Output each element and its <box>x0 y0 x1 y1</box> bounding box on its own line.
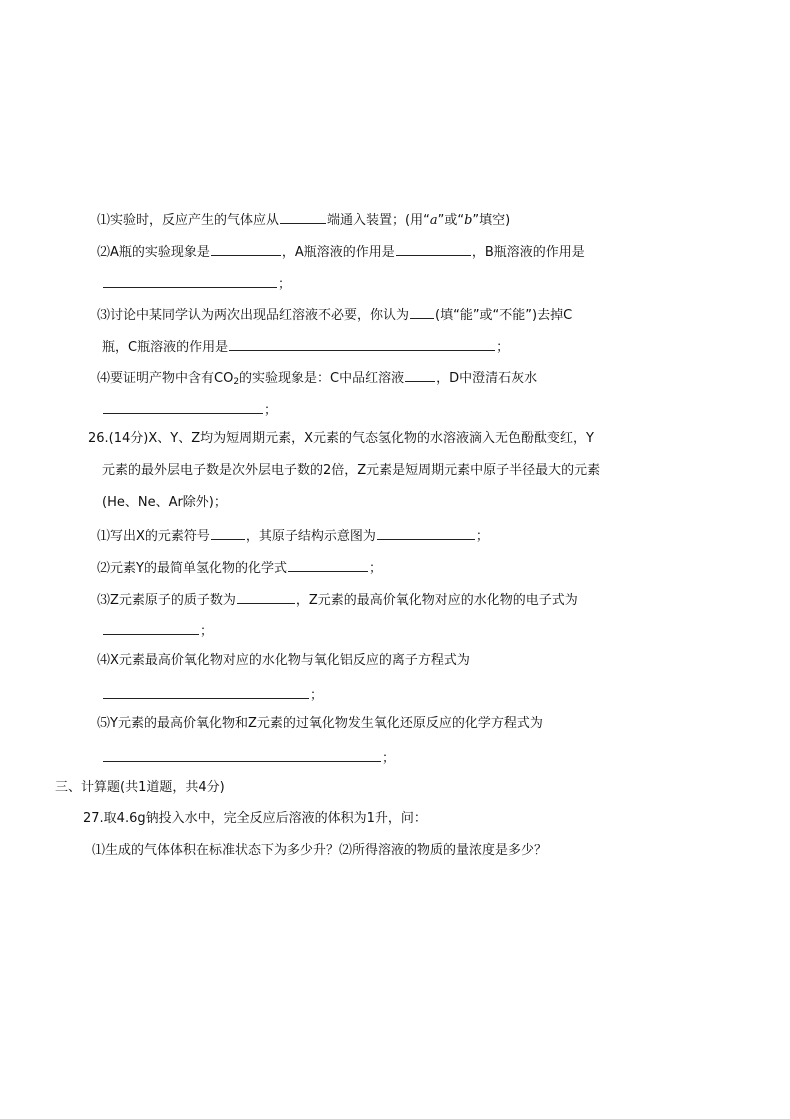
q26-stem-line2: 元素的最外层电子数是次外层电子数的2倍，Z元素是短周期元素中原子半径最大的元素 <box>102 463 601 478</box>
answer-blank[interactable] <box>211 525 245 540</box>
answer-blank[interactable] <box>103 399 263 414</box>
q26-part2: ⑵元素Y的最简单氢化物的化学式 ； <box>97 557 382 578</box>
answer-blank[interactable] <box>211 241 281 256</box>
q25-part3: ⑶讨论中某同学认为两次出现品红溶液不必要，你认为 (填“能”或“不能”)去掉C <box>97 304 572 325</box>
q27-stem: 27.取4.6g钠投入水中，完全反应后溶液的体积为1升，问： <box>83 811 427 826</box>
answer-blank[interactable] <box>229 336 495 351</box>
q25-part1: ⑴实验时，反应产生的气体应从 端通入装置；(用“a”或“b”填空) <box>97 209 510 230</box>
q25-part4-cont: ； <box>102 399 277 420</box>
answer-blank[interactable] <box>280 209 326 224</box>
answer-blank[interactable] <box>103 273 277 288</box>
answer-blank[interactable] <box>103 747 381 762</box>
section-heading: 三、计算题(共1道题，共4分) <box>55 780 225 795</box>
answer-blank[interactable] <box>405 367 435 382</box>
answer-blank[interactable] <box>396 241 471 256</box>
q25-part2: ⑵A瓶的实验现象是 ，A瓶溶液的作用是 ，B瓶溶液的作用是 <box>97 241 585 262</box>
q26-part5-cont: ； <box>102 747 395 768</box>
answer-blank[interactable] <box>237 589 295 604</box>
q26-part3-cont: ； <box>102 620 213 641</box>
q25-part4: ⑷要证明产物中含有$CO_2$的实验现象是：C中品红溶液 ，D中澄清石灰水 <box>97 367 537 391</box>
answer-blank[interactable] <box>103 684 309 699</box>
answer-blank[interactable] <box>377 525 475 540</box>
q25-part2-cont: ； <box>102 273 291 294</box>
q26-stem-line3: (He、Ne、Ar除外)； <box>102 495 227 510</box>
answer-blank[interactable] <box>103 620 199 635</box>
q26-part5: ⑸Y元素的最高价氧化物和Z元素的过氧化物发生氧化还原反应的化学方程式为 <box>97 716 543 731</box>
q26-part1: ⑴写出X的元素符号 ，其原子结构示意图为 ； <box>97 525 489 546</box>
q27-subquestions: ⑴生成的气体体积在标准状态下为多少升？⑵所得溶液的物质的量浓度是多少？ <box>92 843 548 858</box>
q26-part4: ⑷X元素最高价氧化物对应的水化物与氧化铝反应的离子方程式为 <box>97 653 470 668</box>
answer-blank[interactable] <box>288 557 368 572</box>
q25-part3-cont: 瓶，C瓶溶液的作用是 ； <box>102 336 509 357</box>
q26-stem-line1: 26.(14分)X、Y、Z均为短周期元素，X元素的气态氢化物的水溶液滴入无色酚酞变红，Y <box>88 431 594 446</box>
q26-part3: ⑶Z元素原子的质子数为 ，Z元素的最高价氧化物对应的水化物的电子式为 <box>97 589 578 610</box>
answer-blank[interactable] <box>410 304 434 319</box>
q26-part4-cont: ； <box>102 684 323 705</box>
